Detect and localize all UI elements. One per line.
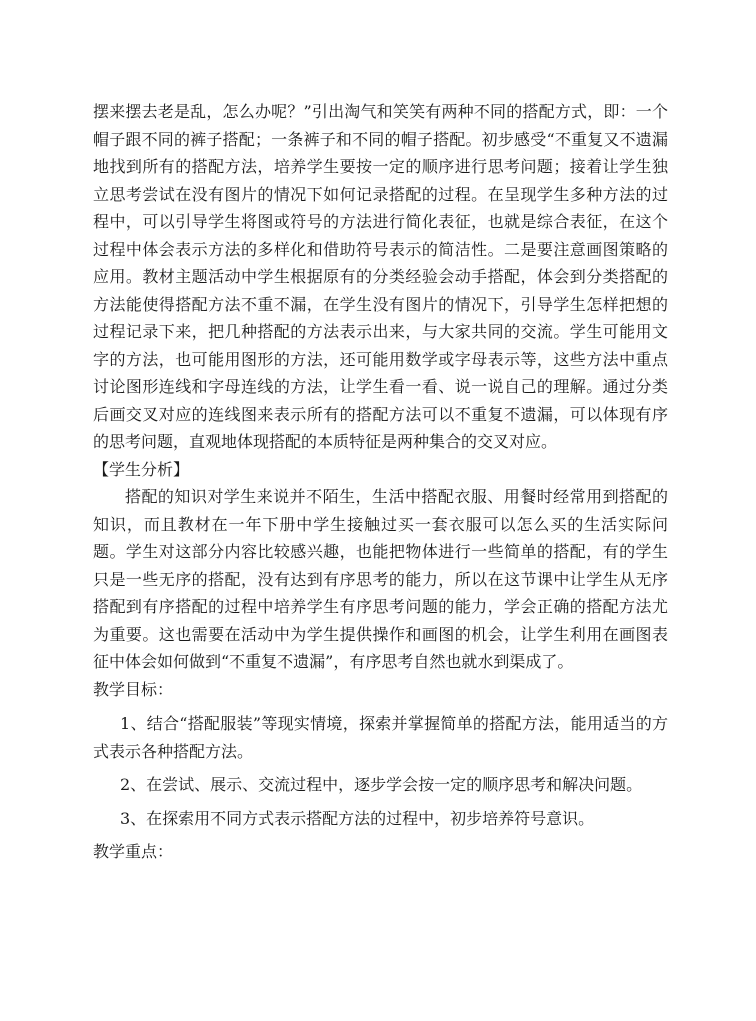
intro-paragraph: 摆来摆去老是乱，怎么办呢？”引出淘气和笑笑有两种不同的搭配方式，即：一个帽子跟不同的裤子搭配；一条裤子和不同的帽子搭配。初步感受“不重复又不遗漏地找到所有的搭配方法，培养学生要按一定的顺序进行思考问题；接着让学生独立思考尝试在没有图片的情况下如何记录搭配的过程。在呈现学生多种方法的过程中，可以引导学生将图或符号的方法进行简化表征，也就是综合表征，在这个过程中体会表示方法的多样化和借助符号表示的简洁性。二是要注意画图策略的应用。教材主题活动中学生根据原有的分类经验会动手搭配，体会到分类搭配的方法能使得搭配方法不重不漏，在学生没有图片的情况下，引导学生怎样把想的过程记录下来，把几种搭配的方法表示出来，与大家共同的交流。学生可能用文字的方法，也可能用图形的方法，还可能用数学或字母表示等，这些方法中重点讨论图形连线和字母连线的方法，让学生看一看、说一说自己的理解。通过分类后画交叉对应的连线图来表示所有的搭配方法可以不重复不遗漏，可以体现有序的思考问题，直观地体现搭配的本质特征是两种集合的交叉对应。 bbox=[93, 102, 668, 451]
teaching-goals-label: 教学目标： bbox=[93, 679, 174, 699]
teaching-goal-item: 2、在尝试、展示、交流过程中，逐步学会按一定的顺序思考和解决问题。 bbox=[120, 775, 643, 794]
document-body bbox=[93, 98, 668, 866]
teaching-goal-item: 3、在探索用不同方式表示搭配方法的过程中，初步培养符号意识。 bbox=[120, 808, 595, 828]
student-analysis-heading: 【学生分析】 bbox=[93, 459, 190, 479]
student-analysis-paragraph: 搭配的知识对学生来说并不陌生，生活中搭配衣服、用餐时经常用到搭配的知识，而且教材在一年下册中学生接触过买一套衣服可以怎么买的生活实际问题。学生对这部分内容比较感兴趣，也能把物体进行一些简单的搭配，有的学生只是一些无序的搭配，没有达到有序思考的能力，所以在这节课中让学生从无序搭配到有序搭配的过程中培养学生有序思考问题的能力，学会正确的搭配方法尤为重要。这也需要在活动中为学生提供操作和画图的机会，让学生利用在画图表征中体会如何做到“不重复不遗漏”，有序思考自然也就水到渠成了。 bbox=[93, 487, 668, 671]
teaching-focus-label: 教学重点： bbox=[93, 842, 174, 861]
teaching-goal-item: 1、结合“搭配服装”等现实情境，探索并掌握简单的搭配方法，能用适当的方式表示各种搭配方法。 bbox=[93, 714, 668, 761]
